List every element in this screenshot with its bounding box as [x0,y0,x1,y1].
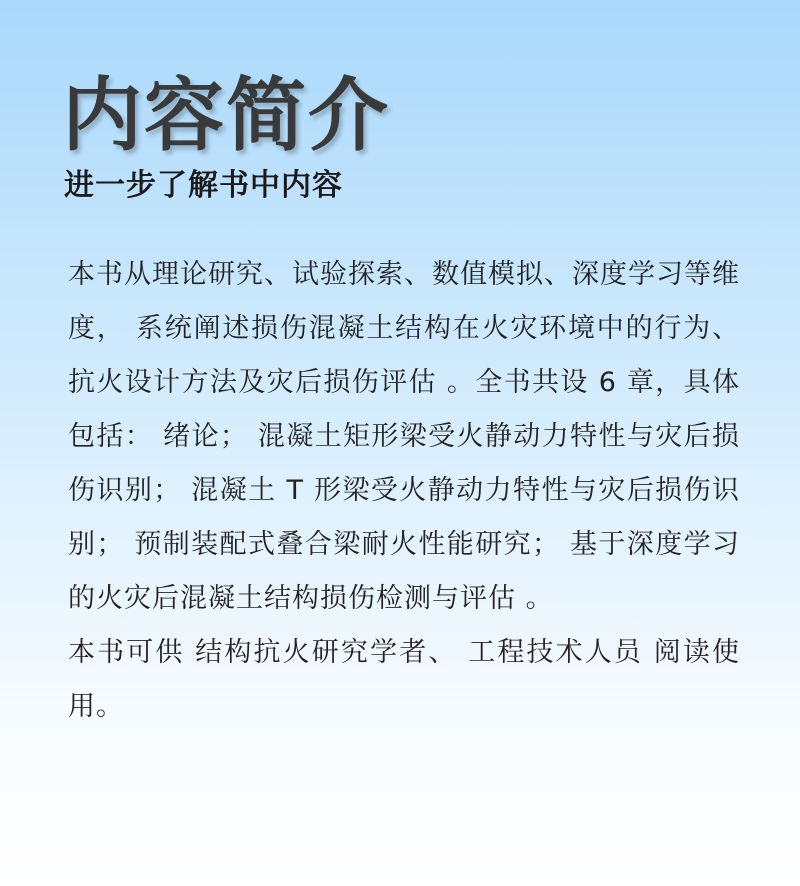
page-subtitle: 进一步了解书中内容 [64,168,343,203]
page-title: 内容简介 [62,69,390,162]
intro-paragraph-1: 本书从理论研究、试验探索、数值模拟、深度学习等维度， 系统阐述损伤混凝土结构在火灾环境中的行为、抗火设计方法及灾后损伤评估 。全书共设 6 章，具体包括： 绪论； 混凝土矩形梁受火静动力特性与灾后损伤识别； 混凝土 T 形梁受火静动力特性与灾后损伤识别； 预制装配式叠合梁耐火性能研究； 基于深度学习的火灾后混凝土结构损伤检测与评估 。 [68,259,740,614]
intro-body [68,248,740,734]
intro-paragraph-2: 本书可供 结构抗火研究学者、 工程技术人员 阅读使用。 [68,637,740,722]
